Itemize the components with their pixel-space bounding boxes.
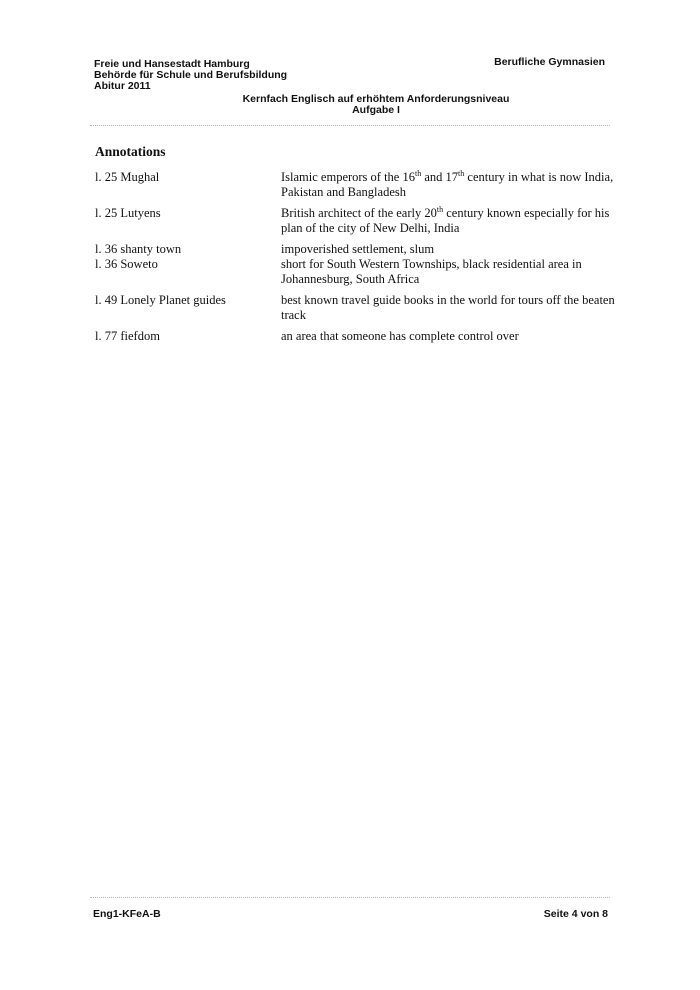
annotation-row: [95, 206, 615, 236]
annotation-term: l. 25 Mughal: [95, 170, 160, 184]
header-divider: [90, 125, 610, 126]
annotation-term: l. 36 Soweto: [95, 257, 158, 271]
annotation-definition: British architect of the early 20th century known especially for his plan of the city of New Delhi, India: [281, 205, 610, 235]
footer-page-number: Seite 4 von 8: [543, 908, 608, 920]
header-subject: [200, 94, 552, 116]
header-task: Aufgabe I: [352, 104, 400, 116]
annotation-row: [95, 242, 615, 257]
header-city: Freie und Hansestadt Hamburg: [94, 58, 250, 70]
annotation-term: l. 25 Lutyens: [95, 206, 161, 220]
annotations-heading: Annotations: [95, 144, 166, 159]
annotation-term: l. 49 Lonely Planet guides: [95, 293, 226, 307]
header-authority: Behörde für Schule und Berufsbildung: [94, 69, 288, 81]
header-course: Kernfach Englisch auf erhöhtem Anforderungsniveau: [242, 93, 510, 105]
header-institution: [94, 59, 287, 92]
header-exam-year: Abitur 2011: [94, 80, 151, 92]
annotation-term: l. 77 fiefdom: [95, 329, 160, 343]
annotation-row: [95, 257, 615, 287]
annotation-definition: impoverished settlement, slum: [281, 242, 435, 256]
header-school-type: Berufliche Gymnasien: [494, 56, 605, 68]
annotation-definition: an area that someone has complete control over: [281, 329, 519, 343]
annotation-term: l. 36 shanty town: [95, 242, 182, 256]
footer-divider: [90, 897, 610, 898]
annotation-definition: Islamic emperors of the 16th and 17th century in what is now India, Pakistan and Bangladesh: [281, 169, 614, 199]
annotation-row: [95, 170, 615, 200]
annotation-definition: best known travel guide books in the world for tours off the beaten track: [281, 293, 615, 322]
annotation-row: [95, 329, 615, 344]
annotation-definition: short for South Western Townships, black residential area in Johannesburg, South Africa: [281, 257, 582, 286]
annotation-row: [95, 293, 615, 323]
footer-document-code: Eng1-KFeA-B: [93, 908, 161, 920]
annotations-list: [95, 170, 615, 350]
